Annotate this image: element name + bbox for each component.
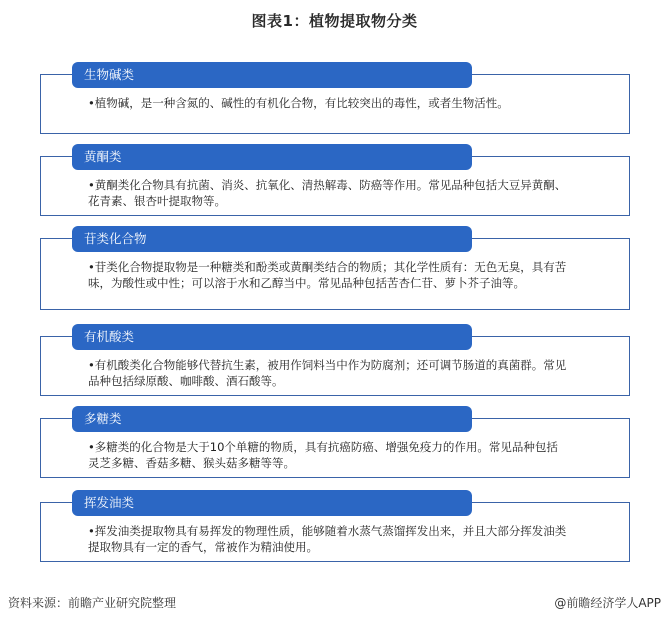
category-label: 苷类化合物 — [72, 226, 472, 252]
category-label: 有机酸类 — [72, 324, 472, 350]
category-description: •苷类化合物提取物是一种糖类和酚类或黄酮类结合的物质；其化学性质有：无色无臭，具有苦味，为酸性或中性；可以溶于水和乙醇当中。常见品种包括苦杏仁苷、萝卜芥子油等。 — [88, 260, 567, 290]
category-description: •植物碱，是一种含氮的、碱性的有机化合物，有比较突出的毒性，或者生物活性。 — [88, 96, 509, 110]
credit-note: @前瞻经济学人APP — [554, 596, 661, 610]
category-label: 黄酮类 — [72, 144, 472, 170]
category-description: •黄酮类化合物具有抗菌、消炎、抗氧化、清热解毒、防癌等作用。常见品种包括大豆异黄酮、花青素、银杏叶提取物等。 — [88, 178, 567, 208]
chart-title: 图表1：植物提取物分类 — [251, 12, 418, 30]
source-note: 资料来源：前瞻产业研究院整理 — [8, 596, 177, 610]
category-label: 生物碱类 — [72, 62, 472, 88]
category-label: 多糖类 — [72, 406, 472, 432]
category-description: •多糖类的化合物是大于10个单糖的物质，具有抗癌防癌、增强免疫力的作用。常见品种包括灵芝多糖、香菇多糖、猴头菇多糖等等。 — [88, 440, 558, 470]
category-description: •挥发油类提取物具有易挥发的物理性质，能够随着水蒸气蒸馏挥发出来，并且大部分挥发油类提取物具有一定的香气，常被作为精油使用。 — [88, 524, 567, 554]
category-description: •有机酸类化合物能够代替抗生素，被用作饲料当中作为防腐剂；还可调节肠道的真菌群。常见品种包括绿原酸、咖啡酸、酒石酸等。 — [88, 358, 567, 388]
category-label: 挥发油类 — [72, 490, 472, 516]
